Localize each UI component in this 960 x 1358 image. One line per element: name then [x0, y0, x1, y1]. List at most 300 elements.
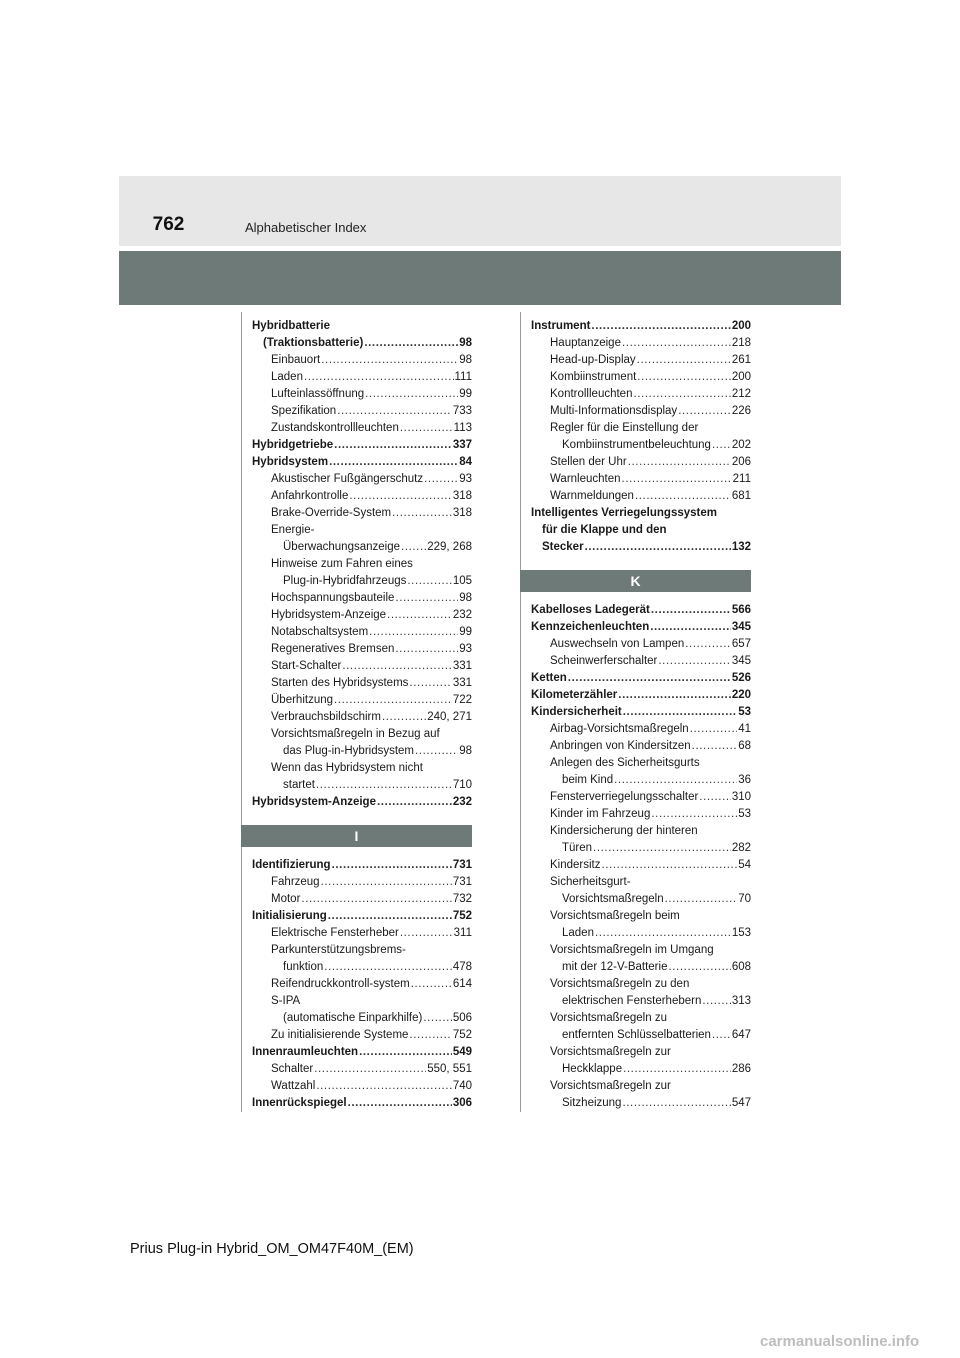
index-entry[interactable]: [252, 522, 472, 539]
index-entry[interactable]: [252, 454, 472, 471]
index-entry[interactable]: [252, 692, 472, 709]
entry-page-number: 99: [459, 388, 472, 400]
dot-leader: [622, 471, 732, 488]
entry-term: Start-Schalter: [271, 660, 342, 672]
entry-page-number: 105: [452, 575, 472, 587]
entry-page-number: 313: [731, 995, 751, 1007]
entry-term: Überhitzung: [271, 694, 334, 706]
index-entry[interactable]: [531, 976, 751, 993]
index-entry[interactable]: [531, 420, 751, 437]
entry-term: Schalter: [271, 1063, 314, 1075]
entry-page-number: 93: [459, 643, 472, 655]
dot-leader: [424, 471, 458, 488]
entry-term: Laden: [271, 371, 303, 383]
entry-page-number: 113: [453, 422, 472, 434]
entry-term: Zustandskontrollleuchten: [271, 422, 399, 434]
index-entry[interactable]: [252, 403, 472, 420]
index-entry[interactable]: [531, 1027, 751, 1044]
dot-leader: [334, 437, 452, 454]
letter-heading: K: [520, 570, 751, 592]
entry-page-number: 41: [738, 723, 751, 735]
entry-page-number: 98: [459, 337, 472, 349]
entry-page-number: 752: [452, 910, 472, 922]
entry-term: Laden: [562, 927, 594, 939]
entry-term: Regler für die Einstellung der: [550, 422, 699, 434]
index-entry[interactable]: [531, 522, 751, 539]
index-entry[interactable]: [252, 891, 472, 908]
header-top-bar: [119, 176, 841, 246]
entry-term: Anlegen des Sicherheitsgurts: [550, 757, 700, 769]
entry-page-number: 98: [459, 592, 472, 604]
dot-leader: [633, 386, 730, 403]
letter-heading: I: [241, 825, 472, 847]
dot-leader: [651, 602, 731, 619]
entry-term: Brake-Override-System: [271, 507, 392, 519]
index-entry[interactable]: [531, 471, 751, 488]
dot-leader: [369, 624, 458, 641]
entry-page-number: 53: [738, 808, 751, 820]
entry-page-number: 681: [731, 490, 751, 502]
entry-term: Anfahrkontrolle: [271, 490, 349, 502]
index-entry[interactable]: [531, 823, 751, 840]
entry-term: Vorsichtsmaßregeln beim: [550, 910, 680, 922]
entry-term: Stecker: [542, 541, 584, 553]
index-entry[interactable]: [252, 726, 472, 743]
entry-page-number: 282: [731, 842, 751, 854]
column-rule-left: [241, 312, 242, 1112]
dot-leader: [337, 403, 452, 420]
entry-term: Kennzeichenleuchten: [531, 621, 650, 633]
index-entry[interactable]: [252, 658, 472, 675]
entry-page-number: 345: [731, 655, 751, 667]
index-entry[interactable]: [531, 670, 751, 687]
index-entry[interactable]: [252, 624, 472, 641]
watermark: carmanualsonline.info: [760, 1333, 920, 1350]
entry-page-number: 310: [731, 791, 751, 803]
entry-term: Multi-Informationsdisplay: [550, 405, 678, 417]
entry-page-number: 226: [731, 405, 751, 417]
index-entry[interactable]: [531, 505, 751, 522]
entry-term: Plug-in-Hybridfahrzeugs: [283, 575, 407, 587]
entry-page-number: 752: [452, 1029, 472, 1041]
index-entry[interactable]: [252, 539, 472, 556]
entry-term: Hybridsystem-Anzeige: [252, 796, 376, 808]
dot-leader: [329, 454, 458, 471]
dot-leader: [387, 607, 452, 624]
index-entry[interactable]: [531, 539, 751, 556]
entry-term: Hinweise zum Fahren eines: [271, 558, 413, 570]
dot-leader: [395, 641, 458, 658]
index-entry[interactable]: [531, 335, 751, 352]
entry-term: Kombiinstrumentbeleuchtung: [562, 439, 711, 451]
index-entry[interactable]: [531, 1061, 751, 1078]
dot-leader: [651, 806, 737, 823]
dot-leader: [585, 539, 731, 556]
dot-leader: [395, 590, 458, 607]
index-entry[interactable]: [252, 505, 472, 522]
dot-leader: [304, 369, 454, 386]
entry-term: Hybridsystem: [252, 456, 329, 468]
index-entry[interactable]: [531, 636, 751, 653]
entry-term: Akustischer Fußgängerschutz: [271, 473, 424, 485]
dot-leader: [411, 976, 452, 993]
entry-term: Hybridbatterie: [252, 320, 330, 332]
index-entry[interactable]: [252, 590, 472, 607]
entry-term: Starten des Hybridsystems: [271, 677, 409, 689]
dot-leader: [415, 743, 458, 760]
entry-term: elektrischen Fensterhebern: [562, 995, 702, 1007]
entry-term: Parkunterstützungsbrems-: [271, 944, 406, 956]
index-entry[interactable]: [252, 471, 472, 488]
entry-term: Auswechseln von Lampen: [550, 638, 685, 650]
entry-page-number: 229, 268: [427, 541, 472, 553]
index-entry[interactable]: [531, 437, 751, 454]
index-entry[interactable]: [531, 772, 751, 789]
index-entry[interactable]: [252, 675, 472, 692]
dot-leader: [622, 335, 731, 352]
entry-term: Sicherheitsgurt-: [550, 876, 631, 888]
entry-term: Reifendruckkontroll-system: [271, 978, 410, 990]
index-entry[interactable]: [252, 318, 472, 335]
dot-leader: [635, 488, 731, 505]
index-entry[interactable]: [531, 403, 751, 420]
dot-leader: [324, 959, 452, 976]
index-entry[interactable]: [252, 607, 472, 624]
dot-leader: [628, 454, 731, 471]
entry-page-number: 647: [731, 1029, 751, 1041]
entry-page-number: 98: [459, 354, 472, 366]
entry-page-number: 53: [738, 706, 751, 718]
entry-term: Wenn das Hybridsystem nicht: [271, 762, 423, 774]
index-entry[interactable]: [252, 556, 472, 573]
dot-leader: [637, 352, 731, 369]
entry-page-number: 657: [731, 638, 751, 650]
index-entry[interactable]: [531, 993, 751, 1010]
entry-term: Kindersicherheit: [531, 706, 622, 718]
entry-term: entfernten Schlüsselbatterien: [562, 1029, 711, 1041]
entry-page-number: 318: [452, 507, 472, 519]
index-entry[interactable]: [252, 1095, 472, 1112]
entry-page-number: 722: [452, 694, 472, 706]
entry-term: Kontrollleuchten: [550, 388, 633, 400]
index-entry[interactable]: [252, 874, 472, 891]
index-entry[interactable]: [531, 704, 751, 721]
index-entry[interactable]: [252, 369, 472, 386]
index-entry[interactable]: [531, 1095, 751, 1112]
entry-term: Wattzahl: [271, 1080, 316, 1092]
index-entry[interactable]: [252, 386, 472, 403]
index-entry[interactable]: [531, 908, 751, 925]
dot-leader: [618, 687, 731, 704]
dot-leader: [702, 993, 730, 1010]
entry-term: Kinder im Fahrzeug: [550, 808, 651, 820]
header-band: [119, 251, 841, 305]
index-entry[interactable]: [531, 840, 751, 857]
dot-leader: [407, 573, 451, 590]
section-title: Alphabetischer Index: [245, 220, 367, 235]
entry-term: Warnmeldungen: [550, 490, 634, 502]
entry-term: Kindersicherung der hinteren: [550, 825, 698, 837]
entry-page-number: 232: [452, 796, 472, 808]
index-entry[interactable]: [252, 420, 472, 437]
entry-page-number: 731: [452, 859, 472, 871]
entry-page-number: 732: [452, 893, 472, 905]
index-entry[interactable]: [252, 1027, 472, 1044]
entry-term: Sitzheizung: [562, 1097, 622, 1109]
index-entry[interactable]: [252, 1010, 472, 1027]
index-column-right: [531, 318, 751, 1112]
entry-term: (automatische Einparkhilfe): [283, 1012, 423, 1024]
entry-page-number: 478: [452, 961, 472, 973]
index-entry[interactable]: [252, 488, 472, 505]
entry-page-number: 84: [459, 456, 472, 468]
dot-leader: [595, 925, 731, 942]
index-entry[interactable]: [252, 1078, 472, 1095]
entry-page-number: 232: [452, 609, 472, 621]
dot-leader: [334, 692, 452, 709]
index-entry[interactable]: [252, 976, 472, 993]
entry-term: (Traktionsbatterie): [263, 337, 364, 349]
dot-leader: [342, 658, 452, 675]
index-entry[interactable]: [252, 959, 472, 976]
dot-leader: [622, 1095, 730, 1112]
entry-page-number: 212: [731, 388, 751, 400]
index-entry[interactable]: [531, 806, 751, 823]
entry-page-number: 608: [731, 961, 751, 973]
index-entry[interactable]: [252, 908, 472, 925]
index-entry[interactable]: [252, 1061, 472, 1078]
index-entry[interactable]: [531, 619, 751, 636]
entry-page-number: 54: [738, 859, 751, 871]
dot-leader: [301, 891, 451, 908]
entry-term: Lufteinlassöffnung: [271, 388, 365, 400]
entry-page-number: 132: [731, 541, 751, 553]
entry-term: Kindersitz: [550, 859, 601, 871]
dot-leader: [678, 403, 731, 420]
entry-term: Vorsichtsmaßregeln im Umgang: [550, 944, 714, 956]
index-entry[interactable]: [531, 602, 751, 619]
dot-leader: [332, 857, 452, 874]
dot-leader: [593, 840, 731, 857]
dot-leader: [392, 505, 452, 522]
index-entry[interactable]: [531, 352, 751, 369]
page-number: 762: [152, 214, 185, 235]
index-entry[interactable]: [252, 925, 472, 942]
index-entry[interactable]: [252, 857, 472, 874]
entry-term: Innenraumleuchten: [252, 1046, 359, 1058]
dot-leader: [400, 420, 453, 437]
entry-page-number: 286: [731, 1063, 751, 1075]
dot-leader: [623, 704, 737, 721]
entry-page-number: 99: [459, 626, 472, 638]
index-entry[interactable]: [252, 573, 472, 590]
entry-term: Vorsichtsmaßregeln zu: [550, 1012, 667, 1024]
entry-term: Zu initialisierende Systeme: [271, 1029, 409, 1041]
entry-page-number: 306: [452, 1097, 472, 1109]
index-entry[interactable]: [252, 437, 472, 454]
index-entry[interactable]: [531, 891, 751, 908]
dot-leader: [668, 959, 730, 976]
dot-leader: [568, 670, 731, 687]
entry-term: Stellen der Uhr: [550, 456, 627, 468]
index-entry[interactable]: [531, 1078, 751, 1095]
entry-term: Hochspannungsbauteile: [271, 592, 395, 604]
entry-page-number: 218: [731, 337, 751, 349]
entry-term: das Plug-in-Hybridsystem: [283, 745, 415, 757]
index-entry[interactable]: [531, 369, 751, 386]
index-entry[interactable]: [531, 857, 751, 874]
index-entry[interactable]: [531, 925, 751, 942]
entry-term: Intelligentes Verriegelungssystem: [531, 507, 717, 519]
index-entry[interactable]: [252, 1044, 472, 1061]
index-entry[interactable]: [531, 959, 751, 976]
column-rule-right: [520, 312, 521, 1112]
entry-term: S-IPA: [271, 995, 301, 1007]
entry-page-number: 614: [452, 978, 472, 990]
entry-page-number: 211: [732, 473, 751, 485]
entry-page-number: 549: [452, 1046, 472, 1058]
entry-term: Airbag-Vorsichtsmaßregeln: [550, 723, 689, 735]
index-entry[interactable]: [252, 777, 472, 794]
dot-leader: [321, 874, 452, 891]
dot-leader: [348, 1095, 452, 1112]
entry-page-number: 550, 551: [427, 1063, 472, 1075]
entry-page-number: 202: [731, 439, 751, 451]
entry-term: Vorsichtsmaßregeln zur: [550, 1080, 671, 1092]
entry-term: Türen: [562, 842, 593, 854]
index-entry[interactable]: [531, 386, 751, 403]
entry-term: Anbringen von Kindersitzen: [550, 740, 691, 752]
entry-term: Heckklappe: [562, 1063, 623, 1075]
entry-term: Vorsichtsmaßregeln: [562, 893, 664, 905]
entry-term: Fahrzeug: [271, 876, 320, 888]
dot-leader: [423, 1010, 451, 1027]
dot-leader: [692, 738, 738, 755]
entry-term: Motor: [271, 893, 301, 905]
dot-leader: [690, 721, 738, 738]
index-entry[interactable]: [531, 653, 751, 670]
entry-page-number: 240, 271: [427, 711, 472, 723]
index-entry[interactable]: [252, 760, 472, 777]
index-entry[interactable]: [531, 318, 751, 335]
entry-page-number: 98: [459, 745, 472, 757]
entry-term: beim Kind: [562, 774, 614, 786]
entry-term: Hybridgetriebe: [252, 439, 334, 451]
dot-leader: [377, 794, 452, 811]
index-entry[interactable]: [531, 874, 751, 891]
entry-term: Notabschaltsystem: [271, 626, 369, 638]
entry-term: Vorsichtsmaßregeln in Bezug auf: [271, 728, 440, 740]
entry-term: Head-up-Display: [550, 354, 636, 366]
entry-term: mit der 12-V-Batterie: [562, 961, 668, 973]
index-entry[interactable]: [531, 1010, 751, 1027]
entry-term: Energie-: [271, 524, 315, 536]
entry-term: Initialisierung: [252, 910, 327, 922]
entry-term: Verbrauchsbildschirm: [271, 711, 381, 723]
entry-term: Warnleuchten: [550, 473, 621, 485]
dot-leader: [364, 335, 458, 352]
entry-page-number: 261: [731, 354, 751, 366]
index-entry[interactable]: [252, 352, 472, 369]
entry-term: Innenrückspiegel: [252, 1097, 347, 1109]
entry-term: Kombiinstrument: [550, 371, 637, 383]
index-entry[interactable]: [252, 794, 472, 811]
dot-leader: [400, 925, 453, 942]
dot-leader: [409, 675, 451, 692]
entry-term: startet: [283, 779, 315, 791]
entry-page-number: 200: [731, 320, 751, 332]
index-entry[interactable]: [252, 942, 472, 959]
dot-leader: [349, 488, 451, 505]
index-entry[interactable]: [531, 721, 751, 738]
index-entry[interactable]: [531, 789, 751, 806]
entry-term: Fensterverriegelungsschalter: [550, 791, 699, 803]
entry-page-number: 345: [731, 621, 751, 633]
entry-term: Vorsichtsmaßregeln zu den: [550, 978, 690, 990]
entry-page-number: 318: [452, 490, 472, 502]
index-entry[interactable]: [531, 755, 751, 772]
footer-document-id: Prius Plug-in Hybrid_OM_OM47F40M_(EM): [130, 1241, 414, 1257]
dot-leader: [328, 908, 452, 925]
entry-term: funktion: [283, 961, 324, 973]
entry-term: Instrument: [531, 320, 591, 332]
entry-term: Regeneratives Bremsen: [271, 643, 395, 655]
index-entry[interactable]: [531, 488, 751, 505]
entry-page-number: 506: [452, 1012, 472, 1024]
entry-page-number: 566: [731, 604, 751, 616]
index-entry[interactable]: [531, 738, 751, 755]
entry-term: Identifizierung: [252, 859, 331, 871]
dot-leader: [665, 891, 738, 908]
entry-page-number: 710: [452, 779, 472, 791]
index-entry[interactable]: [252, 641, 472, 658]
entry-term: Überwachungsanzeige: [283, 541, 400, 553]
index-entry[interactable]: [531, 1044, 751, 1061]
dot-leader: [382, 709, 426, 726]
entry-page-number: 731: [452, 876, 472, 888]
entry-term: Einbauort: [271, 354, 321, 366]
dot-leader: [591, 318, 730, 335]
entry-term: Elektrische Fensterheber: [271, 927, 399, 939]
entry-page-number: 311: [453, 927, 472, 939]
entry-page-number: 206: [731, 456, 751, 468]
index-entry[interactable]: [252, 993, 472, 1010]
entry-page-number: 337: [452, 439, 472, 451]
dot-leader: [658, 653, 730, 670]
entry-term: Kabelloses Ladegerät: [531, 604, 650, 616]
dot-leader: [365, 386, 458, 403]
dot-leader: [359, 1044, 452, 1061]
index-entry[interactable]: [531, 454, 751, 471]
dot-leader: [614, 772, 737, 789]
dot-leader: [314, 1061, 426, 1078]
entry-term: Spezifikation: [271, 405, 337, 417]
index-entry[interactable]: [252, 743, 472, 760]
dot-leader: [637, 369, 731, 386]
entry-page-number: 68: [738, 740, 751, 752]
entry-term: Ketten: [531, 672, 567, 684]
dot-leader: [321, 352, 458, 369]
index-entry[interactable]: [252, 709, 472, 726]
dot-leader: [685, 636, 731, 653]
dot-leader: [712, 437, 731, 454]
index-entry[interactable]: [252, 335, 472, 352]
index-entry[interactable]: [531, 942, 751, 959]
dot-leader: [316, 777, 452, 794]
index-entry[interactable]: [531, 687, 751, 704]
entry-term: Scheinwerferschalter: [550, 655, 658, 667]
entry-page-number: 70: [738, 893, 751, 905]
